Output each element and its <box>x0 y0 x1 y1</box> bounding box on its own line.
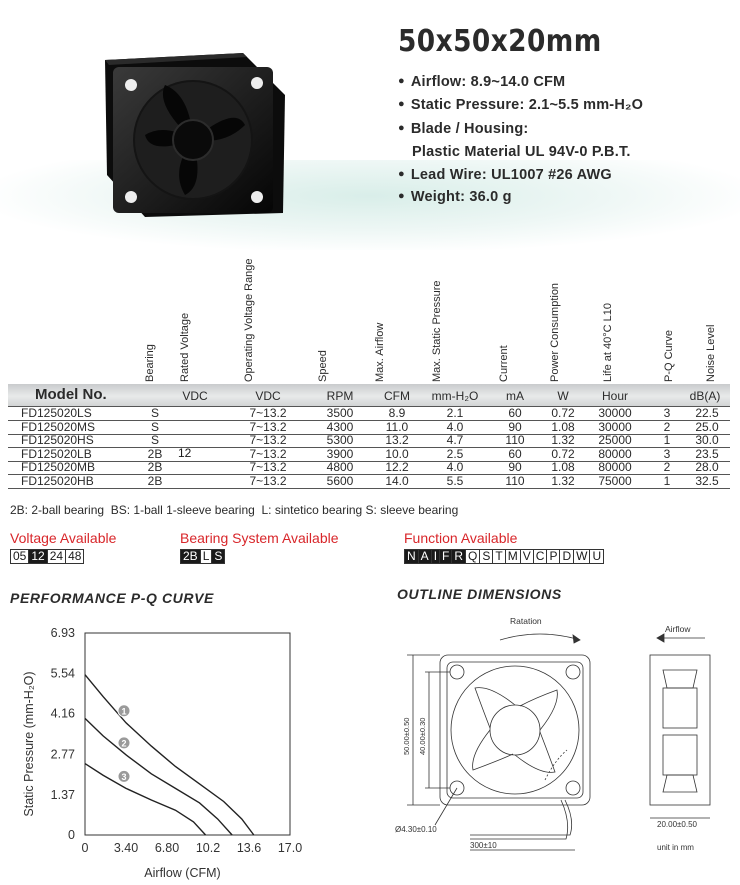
function-option: N <box>404 549 419 564</box>
bearing-cell: 2B <box>147 474 163 488</box>
rpm-cell: 3500 <box>326 406 354 420</box>
function-available-title: Function Available <box>404 530 518 546</box>
ma-cell: 90 <box>508 460 522 475</box>
x-tick-label: 10.2 <box>195 841 221 855</box>
pressure-cell: 4.7 <box>446 433 464 448</box>
function-option: A <box>418 549 432 564</box>
db-cell: 28.0 <box>695 460 719 475</box>
spec-line <box>398 189 512 205</box>
unit-label: W <box>557 389 569 403</box>
w-cell: 0.72 <box>551 406 575 420</box>
w-cell: 1.08 <box>551 419 575 434</box>
spec-text: Weight: 36.0 g <box>410 189 512 205</box>
pq-cell: 1 <box>663 474 671 488</box>
ma-cell: 90 <box>508 419 522 434</box>
pq-cell: 3 <box>663 446 671 461</box>
outer-height-dim: 50.00±0.50 <box>402 717 411 755</box>
pq-curve-line-2 <box>85 718 232 835</box>
cfm-cell: 11.0 <box>385 419 409 434</box>
db-cell: 23.5 <box>695 446 719 461</box>
range-cell: 7~13.2 <box>249 419 287 434</box>
x-tick-label: 3.40 <box>113 841 139 855</box>
x-tick-label: 13.6 <box>236 841 262 855</box>
range-cell: 7~13.2 <box>249 446 287 461</box>
column-title <box>603 282 617 382</box>
voltage-options <box>10 549 83 564</box>
column-title-text: Max. Static Pressure <box>431 280 443 382</box>
bearing-option: L <box>200 549 213 564</box>
rpm-cell: 3900 <box>326 446 354 461</box>
column-title-text: Life at 40°C L10 <box>602 302 614 382</box>
column-title <box>180 282 194 382</box>
bearing-system-title: Bearing System Available <box>180 530 339 546</box>
pressure-cell: 2.1 <box>446 406 464 420</box>
inner-height-dim: 40.00±0.30 <box>418 717 427 755</box>
ma-cell: 110 <box>505 474 525 488</box>
x-tick-label: 17.0 <box>277 841 303 855</box>
bearing-cell: S <box>150 433 159 448</box>
hour-cell: 30000 <box>598 419 632 434</box>
column-title <box>375 282 389 382</box>
db-cell: 30.0 <box>695 433 719 448</box>
model-number-header: Model No. <box>35 386 107 403</box>
spec-line <box>398 167 612 183</box>
spec-text: Static Pressure: 2.1~5.5 mm-H₂O <box>410 97 644 113</box>
unit-label: RPM <box>326 389 354 403</box>
voltage-available-title: Voltage Available <box>10 530 117 546</box>
spec-text: Blade / Housing: <box>410 121 529 137</box>
db-cell: 32.5 <box>695 474 719 488</box>
hour-cell: 30000 <box>598 406 632 420</box>
pq-curve-title: PERFORMANCE P-Q CURVE <box>10 590 214 606</box>
column-title <box>706 282 720 382</box>
rpm-cell: 4800 <box>326 460 354 475</box>
rotation-arrow-icon <box>500 634 580 640</box>
cfm-cell: 10.0 <box>385 446 409 461</box>
rated-voltage-value: 12 <box>178 446 192 460</box>
lead-wire-dim: 300±10 <box>470 841 497 850</box>
x-tick-label: 6.80 <box>154 841 180 855</box>
plot-frame <box>85 633 290 835</box>
cfm-cell: 14.0 <box>385 474 409 488</box>
bullet-icon: ● <box>398 190 405 202</box>
curve-label: 2 <box>121 738 127 749</box>
x-axis-label: Airflow (CFM) <box>144 866 221 880</box>
y-tick-label: 5.54 <box>50 666 75 681</box>
curve-label: 3 <box>121 771 127 782</box>
unit-label: VDC <box>255 389 281 403</box>
rpm-cell: 4300 <box>326 419 354 434</box>
column-title-text: P-Q Curve <box>663 330 675 382</box>
bearing-options <box>180 549 224 564</box>
function-option: F <box>439 549 452 564</box>
range-cell: 7~13.2 <box>249 433 287 448</box>
cfm-cell: 8.9 <box>388 406 406 420</box>
ma-cell: 60 <box>508 406 522 420</box>
db-cell: 22.5 <box>695 406 719 420</box>
range-cell: 7~13.2 <box>249 474 287 488</box>
y-tick-label: 0 <box>68 828 75 842</box>
cfm-cell: 13.2 <box>385 433 409 448</box>
unit-label: mA <box>506 389 524 403</box>
db-cell: 25.0 <box>695 419 719 434</box>
unit-label: VDC <box>182 389 208 403</box>
unit-label: Hour <box>601 389 628 403</box>
column-title <box>499 282 513 382</box>
model-cell: FD125020LB <box>21 446 92 461</box>
bearing-legend-note: 2B: 2-ball bearing BS: 1-ball 1-sleeve bearing L: sintetico bearing S: sleeve bearing <box>10 503 459 517</box>
table-row <box>8 475 730 489</box>
pq-curve-line-3 <box>85 764 206 835</box>
voltage-option: 12 <box>28 549 47 564</box>
rpm-cell: 5300 <box>326 433 354 448</box>
pressure-cell: 5.5 <box>446 474 464 488</box>
ma-cell: 60 <box>508 446 522 461</box>
bullet-icon: ● <box>398 122 405 134</box>
pressure-cell: 4.0 <box>446 419 464 434</box>
spec-text: Lead Wire: UL1007 #26 AWG <box>410 167 612 183</box>
w-cell: 0.72 <box>551 446 575 461</box>
w-cell: 1.08 <box>551 460 575 475</box>
column-title-text: Speed <box>317 350 329 382</box>
ma-cell: 110 <box>505 433 525 448</box>
function-option: T <box>492 549 505 564</box>
spec-text: Plastic Material UL 94V-0 P.B.T. <box>412 144 631 160</box>
y-axis-label: Static Pressure (mm-H₂O) <box>22 671 36 817</box>
pq-curve-chart <box>0 615 330 885</box>
y-tick-label: 1.37 <box>50 788 75 803</box>
pq-cell: 2 <box>663 460 671 475</box>
pq-cell: 3 <box>663 406 671 420</box>
function-options <box>404 549 603 564</box>
column-title-text: Rated Voltage <box>179 312 191 382</box>
column-title-text: Max. Airflow <box>374 322 386 382</box>
airflow-side-label: Airflow <box>665 624 691 634</box>
column-title-text: Current <box>498 345 510 382</box>
depth-dim: 20.00±0.50 <box>657 820 697 829</box>
spec-line <box>398 121 528 137</box>
bearing-option: 2B <box>180 549 201 564</box>
outline-dimensions-title: OUTLINE DIMENSIONS <box>397 586 562 602</box>
unit-label: mm-H₂O <box>431 389 479 403</box>
cfm-cell: 12.2 <box>385 460 409 475</box>
column-title-text: Bearing <box>144 344 156 382</box>
spec-line <box>398 97 643 113</box>
x-tick-label: 0 <box>81 841 89 855</box>
column-title-text: Operating Voltage Range <box>243 258 255 382</box>
column-title <box>664 282 678 382</box>
hour-cell: 80000 <box>598 446 632 461</box>
spec-line <box>398 74 565 90</box>
w-cell: 1.32 <box>551 433 575 448</box>
pq-cell: 2 <box>663 419 671 434</box>
column-title-text: Power Consumption <box>549 282 561 382</box>
hour-cell: 25000 <box>598 433 632 448</box>
column-title <box>550 282 564 382</box>
column-title <box>145 282 159 382</box>
product-title: 50x50x20mm <box>398 24 602 59</box>
bullet-icon: ● <box>398 98 405 110</box>
function-option: C <box>533 549 548 564</box>
range-cell: 7~13.2 <box>249 406 287 420</box>
function-option: S <box>479 549 493 564</box>
column-title <box>318 282 332 382</box>
function-option: Q <box>465 549 480 564</box>
table-row <box>8 407 730 421</box>
w-cell: 1.32 <box>551 474 575 488</box>
fan-photo-icon <box>95 35 295 225</box>
hour-cell: 80000 <box>598 460 632 475</box>
function-option: R <box>451 549 466 564</box>
column-title <box>243 258 258 382</box>
function-option: I <box>431 549 440 564</box>
range-cell: 7~13.2 <box>249 460 287 475</box>
model-cell: FD125020MS <box>21 419 96 434</box>
outline-drawing <box>395 610 740 880</box>
function-option: M <box>505 549 521 564</box>
voltage-option: 05 <box>10 549 29 564</box>
y-tick-label: 6.93 <box>50 626 75 640</box>
hour-cell: 75000 <box>598 474 632 488</box>
spec-text: Airflow: 8.9~14.0 CFM <box>410 74 566 90</box>
bullet-icon: ● <box>398 168 405 180</box>
function-option: V <box>520 549 534 564</box>
hole-dim: Ø4.30±0.10 <box>395 825 437 834</box>
bearing-cell: 2B <box>147 460 163 475</box>
model-cell: FD125020LS <box>21 406 92 420</box>
rotation-label: Ratation <box>510 616 542 626</box>
bearing-cell: S <box>150 406 159 420</box>
bullet-icon: ● <box>398 75 405 87</box>
pq-curve-line-1 <box>85 675 254 835</box>
fan-front-outline <box>440 655 590 805</box>
spec-line <box>412 144 631 160</box>
function-option: W <box>573 549 590 564</box>
model-cell: FD125020HS <box>21 433 94 448</box>
function-option: D <box>559 549 574 564</box>
voltage-option: 24 <box>47 549 66 564</box>
bearing-cell: 2B <box>147 446 163 461</box>
function-option: P <box>546 549 560 564</box>
unit-note: unit in mm <box>657 843 694 852</box>
function-option: U <box>589 549 604 564</box>
unit-label: dB(A) <box>689 389 721 403</box>
fan-side-outline <box>650 655 710 805</box>
rpm-cell: 5600 <box>326 474 354 488</box>
bearing-option: S <box>211 549 225 564</box>
model-cell: FD125020HB <box>21 474 94 488</box>
pressure-cell: 4.0 <box>446 460 464 475</box>
unit-label: CFM <box>384 389 410 403</box>
pq-cell: 1 <box>663 433 671 448</box>
y-tick-label: 4.16 <box>50 706 75 721</box>
pressure-cell: 2.5 <box>446 446 464 461</box>
bearing-cell: S <box>150 419 159 434</box>
model-cell: FD125020MB <box>21 460 96 475</box>
curve-label: 1 <box>121 706 127 717</box>
column-title <box>432 282 446 382</box>
voltage-option: 48 <box>65 549 84 564</box>
column-title-text: Noise Level <box>705 324 717 382</box>
y-tick-label: 2.77 <box>50 747 75 762</box>
